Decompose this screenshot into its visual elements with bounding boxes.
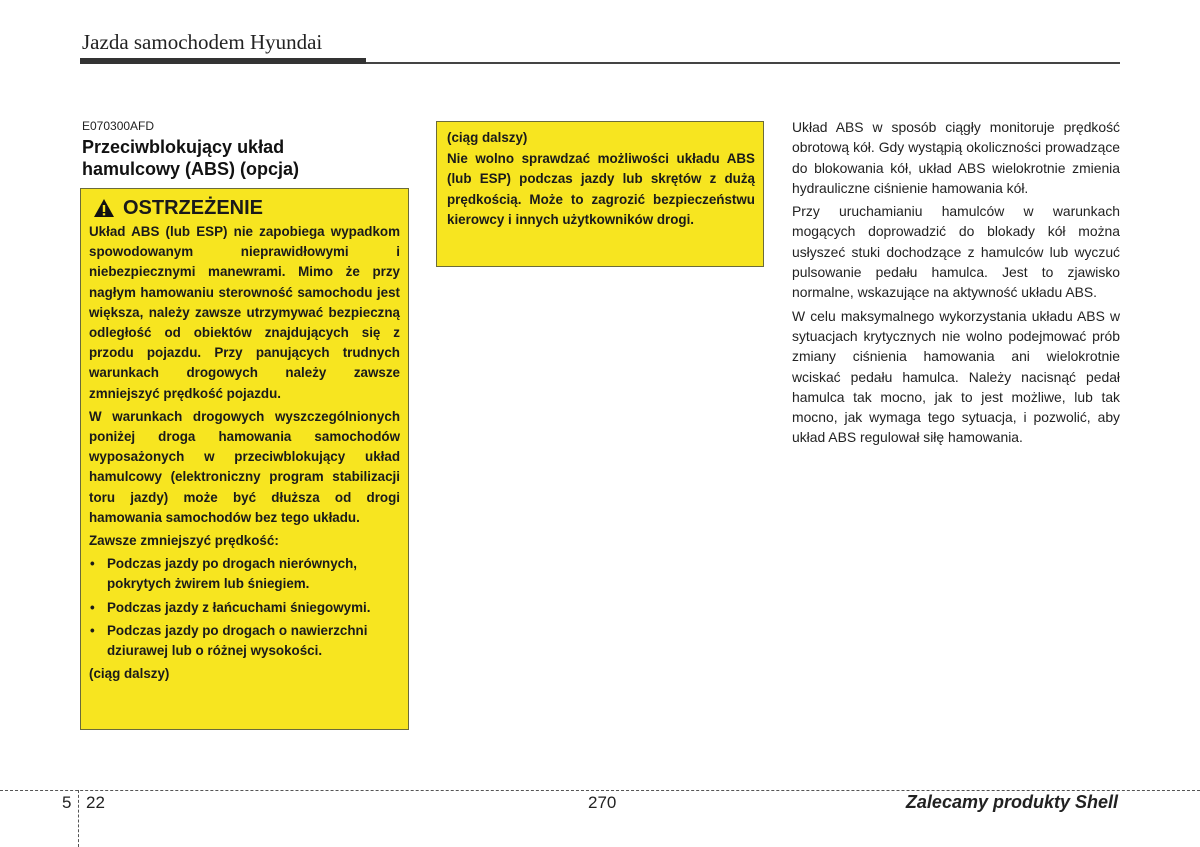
- warning-paragraph-1: Układ ABS (lub ESP) nie zapobiega wypadkom spowodowanym nieprawidłowymi i niebezpiecznymi manewrami. Mimo że przy nagłym hamowaniu sterowność samochodu jest większa, należy zawsze utrzymywać bezpieczną odległość od obiektów znajdujących się z przodu pojazdu. Przy panujących trudnych warunkach drogowych należy zawsze zmniejszyć prędkość pojazdu.: [89, 224, 400, 401]
- right-paragraph-2: Przy uruchamianiu hamulców w warunkach mogących doprowadzić do blokady kół można usłyszeć stuki dochodzące z hamulców lub wyczuć pulsowanie pedału hamulca. Jest to zjawisko normalne, wskazujące na aktywność układu ABS.: [792, 203, 1120, 301]
- header-title: Jazda samochodem Hyundai: [82, 30, 323, 54]
- right-column: [792, 117, 1120, 451]
- footer-divider: [0, 790, 1200, 791]
- section-title: Przeciwblokujący układ hamulcowy (ABS) (opcja): [82, 137, 300, 179]
- warning-bullet-item: • Podczas jazdy po drogach o nawierzchni dziurawej lub o różnej wysokości.: [89, 621, 400, 661]
- footer-shell-text: Zalecamy produkty Shell: [905, 792, 1118, 812]
- page-number: 270: [588, 793, 617, 812]
- header-rule-thick: [80, 58, 366, 64]
- footer-vertical-divider: [78, 790, 79, 847]
- continued-text: Nie wolno sprawdzać możliwości układu ABS (lub ESP) podczas jazdy lub skrętów z dużą prędkością. Może to zagrozić bezpieczeństwu kierowcy i innych użytkowników drogi.: [447, 150, 755, 227]
- section-number: 5: [62, 793, 72, 812]
- warning-bullet-item: • Podczas jazdy po drogach nierównych, pokrytych żwirem lub śniegiem.: [89, 554, 400, 594]
- warning-triangle-icon: [93, 198, 115, 218]
- warning-heading-text: OSTRZEŻENIE: [123, 197, 264, 219]
- continued-heading: (ciąg dalszy): [447, 130, 528, 145]
- warning-heading: [93, 197, 400, 219]
- right-paragraph-1: Układ ABS w sposób ciągły monitoruje prędkość obrotową kół. Gdy wystąpią okoliczności prowadzące do blokowania kół, układ ABS wielokrotnie zmienia hydrauliczne ciśnienie hamowania kół.: [792, 119, 1120, 196]
- warning-box: [80, 188, 409, 730]
- continued-warning-box: [436, 121, 764, 267]
- warning-bullet-list: [89, 554, 400, 661]
- warning-continued-label: (ciąg dalszy): [89, 666, 170, 682]
- page-in-section: 22: [86, 793, 105, 812]
- right-paragraph-3: W celu maksymalnego wykorzystania układu ABS w sytuacjach krytycznych nie wolno podejmować prób zmiany ciśnienia hamowania ani wielokrotnie wciskać pedału hamulca. Należy nacisnąć pedał hamulca tak mocno, jak to jest możliwe, lub tak mocno, jak wymaga tego sytuacja, i pozwolić, aby układ ABS regulował siłę hamowania.: [792, 307, 1120, 446]
- warning-bullet-item: • Podczas jazdy z łańcuchami śniegowymi.: [89, 598, 400, 618]
- warning-paragraph-2: W warunkach drogowych wyszczególnionych poniżej droga hamowania samochodów wyposażonych w przeciwblokujący układ hamulcowy (elektroniczny program stabilizacji toru jazdy) może być dłuższa od drogi hamowania samochodów bez tego układu.: [89, 408, 400, 525]
- section-code: E070300AFD: [82, 119, 155, 133]
- warning-paragraph-3: Zawsze zmniejszyć prędkość:: [89, 533, 279, 549]
- header-rule-thin: [366, 62, 1120, 64]
